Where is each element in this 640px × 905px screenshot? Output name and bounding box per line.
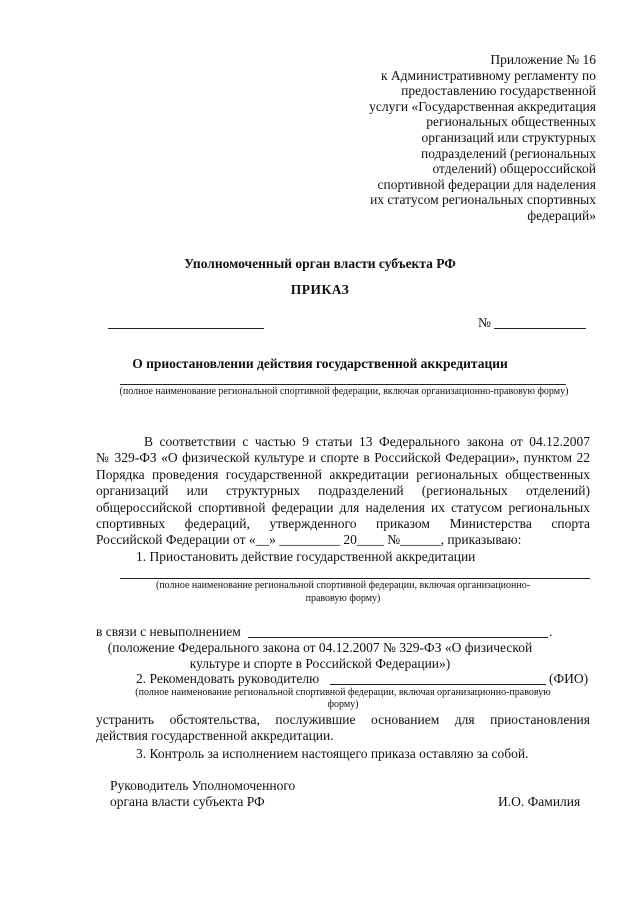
appendix-line: федераций» [527, 207, 596, 223]
appendix-line: отделений) общероссийской [432, 161, 596, 177]
preamble-line: общероссийской спортивной федерации для наделения их статусом региональных [96, 499, 590, 515]
signatory-name: И.О. Фамилия [498, 794, 581, 809]
appendix-line: Приложение № 16 [490, 52, 596, 67]
document-type-heading: ПРИКАЗ [290, 282, 350, 297]
appendix-line: к Административному регламенту по [380, 67, 596, 83]
appendix-line: их статусом региональных спортивных [370, 192, 596, 208]
signatory-position-line-1: Руководитель Уполномоченного [110, 778, 296, 793]
in-connection-text: в связи с невыполнением [96, 624, 241, 639]
head-name-blank-line [330, 684, 546, 685]
number-label: № [478, 315, 491, 330]
appendix-line: подразделений (региональных [421, 145, 596, 161]
eliminate-paragraph [96, 712, 590, 745]
preamble-line: В соответствии с частью 9 статьи 13 Федерального закона от 04.12.2007 [144, 434, 590, 449]
appendix-line: организаций или структурных [421, 129, 596, 145]
in-connection-period: . [549, 624, 553, 639]
item-2-text: 2. Рекомендовать руководителю [136, 671, 320, 686]
document-title: О приостановлении действия государственной аккредитации [132, 356, 508, 371]
number-blank-line [494, 328, 586, 329]
federation-name-blank-line-2 [120, 578, 590, 579]
preamble-line: организаций или структурных подразделений (региональных отделений) [96, 483, 590, 499]
preamble-line: № 329-ФЗ «О физической культуре и спорте в Российской Федерации», пунктом 22 [96, 450, 590, 466]
federation-name-blank-line [120, 384, 566, 385]
preamble-line: Порядка проведения государственной аккредитации региональных общественных [96, 466, 590, 482]
provision-hint-line-2: культуре и спорте в Российской Федерации») [189, 656, 451, 671]
federation-name-hint-2b: правовую форму) [305, 593, 381, 604]
preamble-line: Российской Федерации от «__» _________ 20____ №______, приказываю: [96, 532, 522, 548]
item-3-text: 3. Контроль за исполнением настоящего приказа оставляю за собой. [136, 746, 529, 761]
federation-name-hint: (полное наименование региональной спортивной федерации, включая организационно-правовую форму) [119, 386, 569, 397]
appendix-line: услуги «Государственная аккредитация [369, 98, 596, 114]
appendix-line: предоставлению государственной [401, 83, 596, 99]
appendix-line: спортивной федерации для наделения [377, 176, 596, 192]
federation-name-hint-3a: (полное наименование региональной спортивной федерации, включая организационно-правовую [135, 687, 551, 698]
date-blank-line [108, 328, 264, 329]
federation-name-hint-3b: форму) [327, 699, 359, 710]
eliminate-line: устранить обстоятельства, послужившие основанием для приостановления [96, 712, 590, 727]
fio-label: (ФИО) [549, 671, 589, 686]
federation-name-hint-2a: (полное наименование региональной спортивной федерации, включая организационно- [155, 580, 531, 591]
organization-heading: Уполномоченный орган власти субъекта РФ [184, 256, 456, 271]
preamble-paragraph [96, 434, 590, 549]
provision-hint-line-1: (положение Федерального закона от 04.12.2007 № 329-ФЗ «О физической [107, 640, 533, 655]
appendix-line: региональных общественных [426, 114, 596, 130]
eliminate-line: действия государственной аккредитации. [96, 728, 334, 744]
appendix-header [346, 52, 596, 224]
item-1-text: 1. Приостановить действие государственной аккредитации [136, 549, 476, 564]
violation-blank-line [248, 637, 548, 638]
signatory-position-line-2: органа власти субъекта РФ [110, 794, 265, 810]
preamble-line: спортивных федераций, утвержденного приказом Министерства спорта [96, 516, 590, 532]
signatory-position [110, 778, 295, 811]
